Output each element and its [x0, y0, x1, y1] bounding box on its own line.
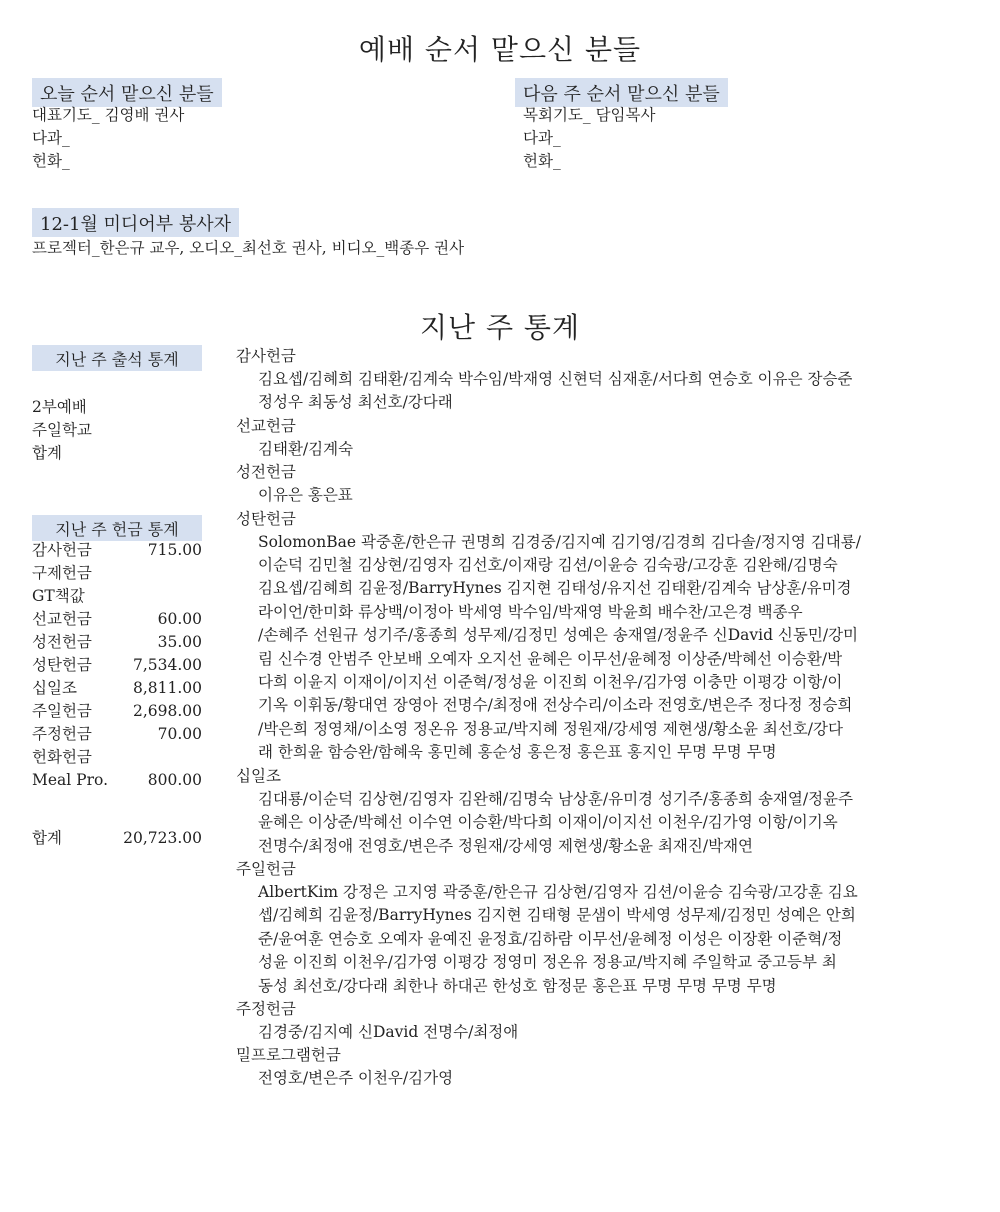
offering-donor-line: 라이언/한미화 류상백/이정아 박세영 박수임/박재영 박윤희 배수찬/고은경 백종우 [258, 602, 803, 621]
offering-summary-value: 2,698.00 [132, 702, 202, 720]
offering-donor-line: 김경중/김지예 신David 전명수/최정애 [258, 1022, 519, 1041]
offering-donor-line: 래 한희윤 함승완/함혜욱 홍민혜 홍순성 홍은정 홍은표 홍지인 무명 무명 무명 [258, 743, 777, 762]
offering-summary-label: 선교헌금 [32, 610, 92, 628]
offering-summary-value: 35.00 [157, 633, 202, 651]
offering-summary-value: 7,534.00 [132, 656, 202, 674]
offering-summary-value: 800.00 [147, 771, 202, 789]
offering-donor-line: 준/윤여훈 연승호 오예자 윤예진 윤정효/김하람 이무선/윤혜정 이성은 이장환 이준혁/정 [258, 929, 843, 948]
offering-donor-line: 이순덕 김민철 김상현/김영자 김선호/이재랑 김션/이윤승 김숙광/고강훈 김완해/김명숙 [258, 556, 838, 575]
offering-category-heading: 감사헌금 [236, 347, 296, 365]
next-week-role-line: 다과_ [523, 129, 561, 147]
offering-category-heading: 성전헌금 [236, 463, 296, 482]
next-week-role-line: 목회기도_ 담임목사 [523, 106, 656, 124]
offering-donor-line: 전영호/변은주 이천우/김가영 [258, 1069, 454, 1088]
offering-summary-label: 십일조 [32, 679, 77, 697]
offering-donor-line: 김태환/김계숙 [258, 439, 354, 458]
next-week-role-line: 헌화_ [523, 152, 561, 170]
offering-donor-line: 동성 최선호/강다래 최한나 하대곤 한성호 함정문 홍은표 무명 무명 무명 무명 [258, 976, 777, 995]
attendance-label: 2부예배 [32, 398, 87, 416]
offering-donor-line: 셉/김혜희 김윤정/BarryHynes 김지현 김태형 문샘이 박세영 성무제/김정민 성예은 안희 [258, 906, 856, 925]
offering-donor-line: 림 신수경 안범주 안보배 오예자 오지선 윤혜은 이무선/윤혜정 이상준/박혜선 이승환/박 [258, 649, 843, 668]
offering-summary-row [32, 539, 202, 562]
offering-summary-label: 성탄헌금 [32, 656, 92, 674]
offering-total-value: 20,723.00 [123, 829, 202, 847]
offering-donor-line: 김대룡/이순덕 김상현/김영자 김완해/김명숙 남상훈/유미경 성기주/홍종희 송재열/정윤주 [258, 789, 853, 808]
offering-summary-label: 헌화헌금 [32, 748, 92, 766]
offering-donor-line: /박은희 정영채/이소영 정온유 정용교/박지혜 정원재/강세영 제현생/황소윤 최선호/강다 [258, 719, 843, 738]
offering-donor-line: 정성우 최동성 최선호/강다래 [258, 393, 453, 412]
offering-donor-line: 기옥 이휘동/황대연 장영아 전명수/최정애 전상수리/이소라 전영호/변은주 정다정 정승희 [258, 696, 853, 715]
offering-summary-label: 감사헌금 [32, 541, 92, 559]
offering-category-heading: 주일헌금 [236, 859, 296, 878]
offering-donor-line: 윤혜은 이상준/박혜선 이수연 이승환/박다희 이재이/이지선 이천우/김가영 이항/이기옥 [258, 813, 838, 832]
stats-title: 지난 주 통계 [419, 311, 581, 344]
offering-category-heading: 선교헌금 [236, 416, 296, 435]
offering-summary-row [32, 654, 202, 677]
media-volunteers-line: 프로젝터_한은규 교우, 오디오_최선호 권사, 비디오_백종우 권사 [32, 239, 465, 257]
attendance-label: 주일학교 [32, 421, 92, 439]
offering-summary-value: 8,811.00 [132, 679, 202, 697]
offering-summary-label: 구제헌금 [32, 564, 92, 582]
offering-summary-row [32, 677, 202, 700]
offering-summary-heading: 지난 주 헌금 통계 [32, 515, 202, 541]
offering-summary-row [32, 631, 202, 654]
attendance-row [32, 442, 202, 465]
offering-donor-line: 김요셉/김혜희 김태환/김계숙 박수임/박재영 신현덕 심재훈/서다희 연승호 이유은 장승준 [258, 370, 853, 388]
offerings-list [236, 345, 964, 1091]
offering-summary-row [32, 608, 202, 631]
offering-summary-value: 60.00 [157, 610, 202, 628]
offering-summary-row [32, 769, 202, 792]
offering-category-heading: 십일조 [236, 766, 281, 785]
offering-summary-row [32, 585, 202, 608]
offering-donor-line: AlbertKim 강정은 고지영 곽중훈/한은규 김상현/김영자 김션/이윤승 김숙광/고강훈 김요 [258, 882, 858, 901]
offering-donor-line: 다희 이윤지 이재이/이지선 이준혁/정성윤 이진희 이천우/김가영 이충만 이평강 이항/이 [258, 673, 843, 692]
today-roles-heading: 오늘 순서 맡으신 분들 [32, 78, 222, 107]
offering-total-row [32, 827, 202, 850]
offering-summary-label: 주일헌금 [32, 702, 92, 720]
offering-donor-line: 김요셉/김혜희 김윤정/BarryHynes 김지현 김태성/유지선 김태환/김계숙 남상훈/유미경 [258, 579, 852, 598]
media-volunteers-heading: 12-1월 미디어부 봉사자 [32, 208, 239, 237]
next-week-roles-list [523, 104, 655, 173]
attendance-heading: 지난 주 출석 통계 [32, 345, 202, 371]
offering-donor-line: SolomonBae 곽중훈/한은규 권명희 김경중/김지예 김기영/김경희 김다솔/정지영 김대룡/ [258, 532, 861, 551]
offering-summary-value: 715.00 [147, 541, 202, 559]
offering-donor-line: 이유은 홍은표 [258, 486, 353, 505]
today-role-line: 대표기도_ 김영배 권사 [32, 106, 185, 124]
offering-summary-label: 성전헌금 [32, 633, 92, 651]
offering-summary-row [32, 562, 202, 585]
offering-summary-row [32, 700, 202, 723]
offering-total-label: 합계 [32, 829, 62, 847]
offering-summary-row [32, 746, 202, 769]
offering-summary-row [32, 723, 202, 746]
offering-summary-label: 주정헌금 [32, 725, 92, 743]
today-role-line: 다과_ [32, 129, 70, 147]
service-roles-title: 예배 순서 맡으신 분들 [358, 33, 642, 66]
offering-category-heading: 주정헌금 [236, 999, 296, 1018]
offering-summary-label: GT책값 [32, 587, 85, 605]
offering-category-heading: 밀프로그램헌금 [236, 1046, 341, 1065]
offering-summary-value: 70.00 [157, 725, 202, 743]
next-week-roles-heading: 다음 주 순서 맡으신 분들 [515, 78, 728, 107]
today-roles-list [32, 104, 184, 173]
offering-summary-label: Meal Pro. [32, 771, 108, 789]
offering-donor-line: /손혜주 선원규 성기주/홍종희 성무제/김정민 성예은 송재열/정윤주 신David 신동민/강미 [258, 626, 859, 645]
offering-category-heading: 성탄헌금 [236, 509, 296, 528]
attendance-row [32, 419, 202, 442]
attendance-row [32, 396, 202, 419]
attendance-label: 합계 [32, 444, 62, 462]
offering-donor-line: 성윤 이진희 이천우/김가영 이평강 정영미 정온유 정용교/박지혜 주일학교 중고등부 최 [258, 953, 837, 972]
today-role-line: 헌화_ [32, 152, 70, 170]
offering-donor-line: 전명수/최정애 전영호/변은주 정원재/강세영 제현생/황소윤 최재진/박재연 [258, 836, 754, 855]
